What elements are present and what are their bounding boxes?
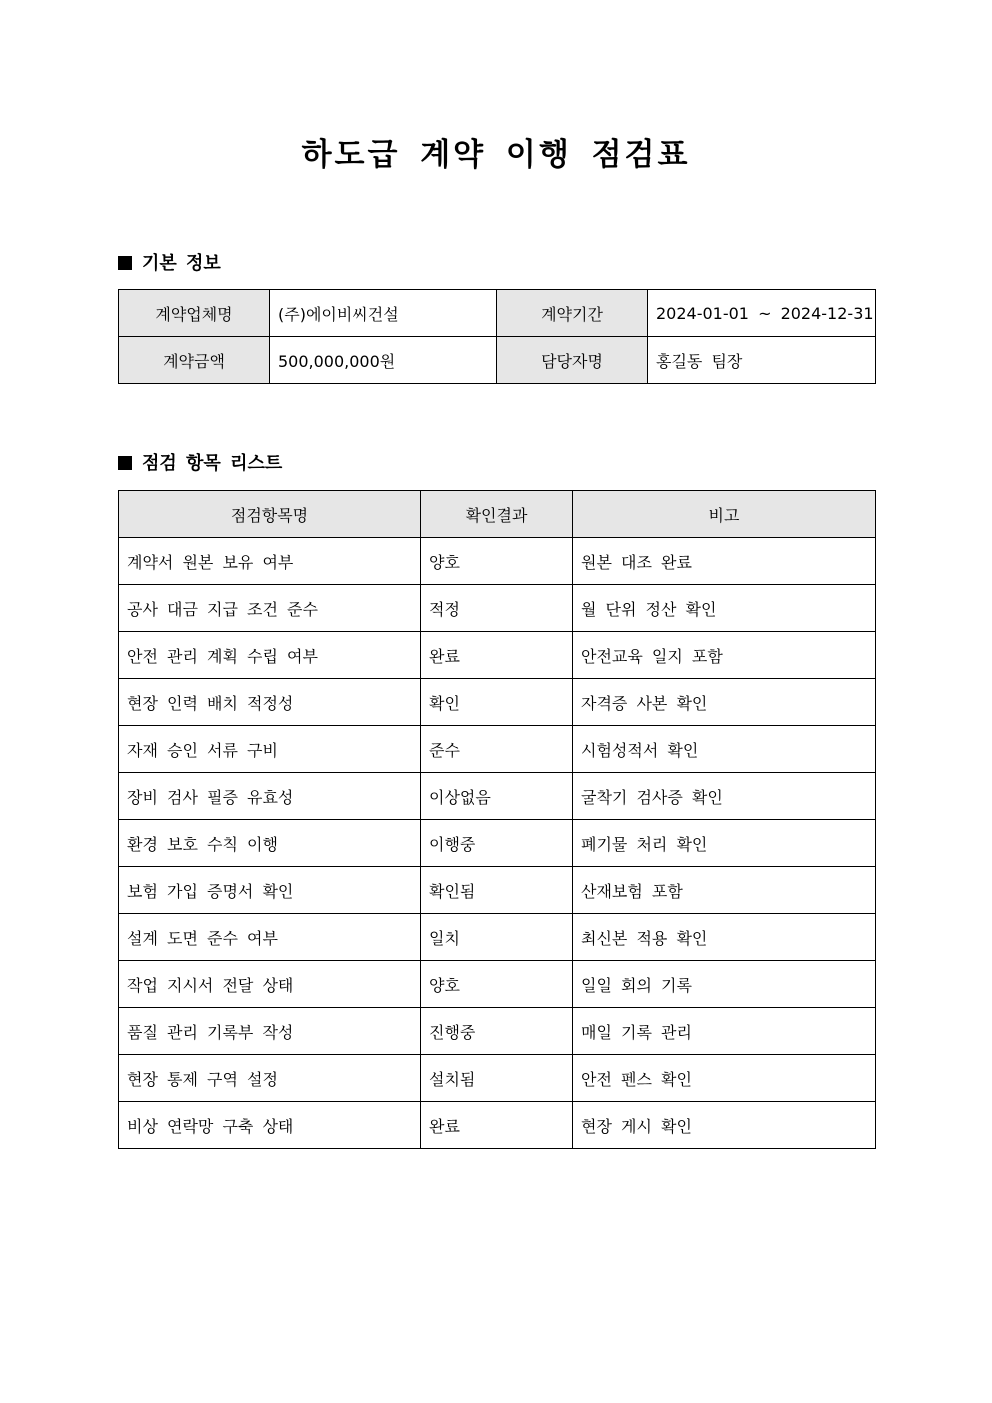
table-row	[119, 1102, 876, 1149]
note-cell: 월 단위 정산 확인	[573, 585, 876, 632]
contract-amount-label: 계약금액	[119, 337, 270, 384]
checklist-header-row	[119, 491, 876, 538]
column-header-note: 비고	[573, 491, 876, 538]
table-row	[119, 726, 876, 773]
column-header-item: 점검항목명	[119, 491, 421, 538]
item-cell: 품질 관리 기록부 작성	[119, 1008, 421, 1055]
item-cell: 장비 검사 필증 유효성	[119, 773, 421, 820]
result-cell: 완료	[421, 632, 573, 679]
result-cell: 확인	[421, 679, 573, 726]
note-cell: 시험성적서 확인	[573, 726, 876, 773]
note-cell: 최신본 적용 확인	[573, 914, 876, 961]
checklist-table	[118, 490, 876, 1149]
note-cell: 굴착기 검사증 확인	[573, 773, 876, 820]
basic-info-row	[119, 337, 876, 384]
item-cell: 비상 연락망 구축 상태	[119, 1102, 421, 1149]
item-cell: 설계 도면 준수 여부	[119, 914, 421, 961]
note-cell: 자격증 사본 확인	[573, 679, 876, 726]
item-cell: 자재 승인 서류 구비	[119, 726, 421, 773]
table-row	[119, 538, 876, 585]
basic-info-row	[119, 290, 876, 337]
table-row	[119, 961, 876, 1008]
table-row	[119, 1055, 876, 1102]
item-cell: 계약서 원본 보유 여부	[119, 538, 421, 585]
contract-company-label: 계약업체명	[119, 290, 270, 337]
checklist-heading	[118, 451, 282, 477]
result-cell: 양호	[421, 961, 573, 1008]
basic-info-heading	[118, 251, 221, 277]
item-cell: 공사 대금 지급 조건 준수	[119, 585, 421, 632]
note-cell: 일일 회의 기록	[573, 961, 876, 1008]
item-cell: 환경 보호 수칙 이행	[119, 820, 421, 867]
result-cell: 일치	[421, 914, 573, 961]
result-cell: 확인됨	[421, 867, 573, 914]
contract-period-label: 계약기간	[497, 290, 648, 337]
table-row	[119, 679, 876, 726]
note-cell: 매일 기록 관리	[573, 1008, 876, 1055]
note-cell: 현장 게시 확인	[573, 1102, 876, 1149]
contract-company-value: (주)에이비씨건설	[270, 290, 497, 337]
table-row	[119, 585, 876, 632]
item-cell: 현장 인력 배치 적정성	[119, 679, 421, 726]
page-title: 하도급 계약 이행 점검표	[301, 137, 691, 173]
result-cell: 적정	[421, 585, 573, 632]
result-cell: 양호	[421, 538, 573, 585]
column-header-result: 확인결과	[421, 491, 573, 538]
note-cell: 산재보험 포함	[573, 867, 876, 914]
manager-name-label: 담당자명	[497, 337, 648, 384]
square-bullet-icon	[118, 456, 132, 470]
item-cell: 현장 통제 구역 설정	[119, 1055, 421, 1102]
item-cell: 작업 지시서 전달 상태	[119, 961, 421, 1008]
square-bullet-icon	[118, 256, 132, 270]
item-cell: 보험 가입 증명서 확인	[119, 867, 421, 914]
result-cell: 완료	[421, 1102, 573, 1149]
table-row	[119, 914, 876, 961]
manager-name-value: 홍길동 팀장	[648, 337, 876, 384]
checklist-heading-text: 점검 항목 리스트	[142, 453, 283, 474]
basic-info-table	[118, 289, 876, 384]
note-cell: 안전 펜스 확인	[573, 1055, 876, 1102]
result-cell: 이상없음	[421, 773, 573, 820]
result-cell: 진행중	[421, 1008, 573, 1055]
result-cell: 준수	[421, 726, 573, 773]
table-row	[119, 820, 876, 867]
item-cell: 안전 관리 계획 수립 여부	[119, 632, 421, 679]
result-cell: 이행중	[421, 820, 573, 867]
result-cell: 설치됨	[421, 1055, 573, 1102]
table-row	[119, 1008, 876, 1055]
basic-info-heading-text: 기본 정보	[142, 253, 221, 274]
table-row	[119, 867, 876, 914]
note-cell: 폐기물 처리 확인	[573, 820, 876, 867]
note-cell: 원본 대조 완료	[573, 538, 876, 585]
contract-period-value: 2024-01-01 ~ 2024-12-31	[648, 290, 876, 337]
table-row	[119, 773, 876, 820]
contract-amount-value: 500,000,000원	[270, 337, 497, 384]
note-cell: 안전교육 일지 포함	[573, 632, 876, 679]
table-row	[119, 632, 876, 679]
